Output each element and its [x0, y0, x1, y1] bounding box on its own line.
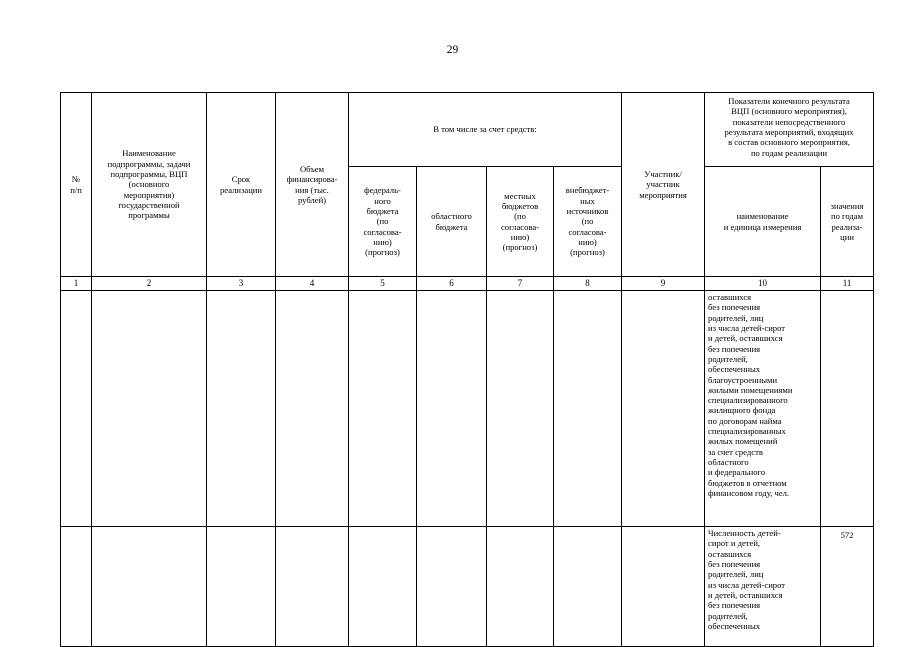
- program-table: [60, 92, 874, 647]
- header-col-federal: федераль- ного бюджета (по согласова- нию) (прогноз): [349, 167, 417, 277]
- cell-empty: [61, 291, 92, 527]
- header-col-extrabudget: внебюджет- ных источников (по согласова- нию) (прогноз): [554, 167, 622, 277]
- column-number: 7: [487, 277, 554, 291]
- column-number: 11: [821, 277, 874, 291]
- column-number: 4: [276, 277, 349, 291]
- column-number: 5: [349, 277, 417, 291]
- cell-empty: [554, 527, 622, 647]
- header-col-period: Срок реализации: [207, 93, 276, 277]
- header-col-participant: Участник/ участник мероприятия: [622, 93, 705, 277]
- cell-empty: [92, 527, 207, 647]
- cell-empty: [61, 527, 92, 647]
- indicator-value-cell: 572: [821, 527, 874, 647]
- header-col-regional: областного бюджета: [417, 167, 487, 277]
- header-col-indicator-name: наименование и единица измерения: [705, 167, 821, 277]
- table-row: [61, 291, 874, 527]
- cell-empty: [417, 291, 487, 527]
- cell-empty: [554, 291, 622, 527]
- page-number: 29: [446, 44, 459, 56]
- header-col-volume: Объем финансирова- ния (тыс. рублей): [276, 93, 349, 277]
- column-number: 9: [622, 277, 705, 291]
- cell-empty: [276, 291, 349, 527]
- indicator-name-cell: оставшихся без попечения родителей, лиц из числа детей-сирот и детей, оставшихся без попечения родителей, обеспеченных благоустроенными жилыми помещениями специализированного жилищного фонда по договорам найма специализированных жилых помещений за счет средств областного и федерального бюджетов в отчетном финансовом году, чел.: [705, 291, 821, 527]
- cell-empty: [207, 291, 276, 527]
- cell-empty: [207, 527, 276, 647]
- cell-empty: [622, 291, 705, 527]
- cell-empty: [487, 291, 554, 527]
- column-number: 3: [207, 277, 276, 291]
- column-number: 2: [92, 277, 207, 291]
- cell-empty: [487, 527, 554, 647]
- column-number: 1: [61, 277, 92, 291]
- indicator-name-cell: Численность детей- сирот и детей, оставшихся без попечения родителей, лиц из числа детей-сирот и детей, оставшихся без попечения родителей, обеспеченных: [705, 527, 821, 647]
- header-group-funding: В том числе за счет средств:: [349, 93, 622, 167]
- column-number: 8: [554, 277, 622, 291]
- header-group-indicators: Показатели конечного результата ВЦП (основного мероприятия), показатели непосредственного результата мероприятий, входящих в состав основного мероприятия, по годам реализации: [705, 93, 874, 167]
- indicator-value-cell: [821, 291, 874, 527]
- cell-empty: [276, 527, 349, 647]
- cell-empty: [92, 291, 207, 527]
- column-number-row: [61, 277, 874, 291]
- cell-empty: [417, 527, 487, 647]
- header-col-local: местных бюджетов (по согласова- нию) (прогноз): [487, 167, 554, 277]
- column-number: 6: [417, 277, 487, 291]
- cell-empty: [349, 291, 417, 527]
- header-col-number: № п/п: [61, 93, 92, 277]
- table-row: [61, 527, 874, 647]
- header-col-indicator-value: значения по годам реализа- ции: [821, 167, 874, 277]
- cell-empty: [349, 527, 417, 647]
- column-number: 10: [705, 277, 821, 291]
- header-col-name: Наименование подпрограммы, задачи подпрограммы, ВЦП (основного мероприятия) государственной программы: [92, 93, 207, 277]
- cell-empty: [622, 527, 705, 647]
